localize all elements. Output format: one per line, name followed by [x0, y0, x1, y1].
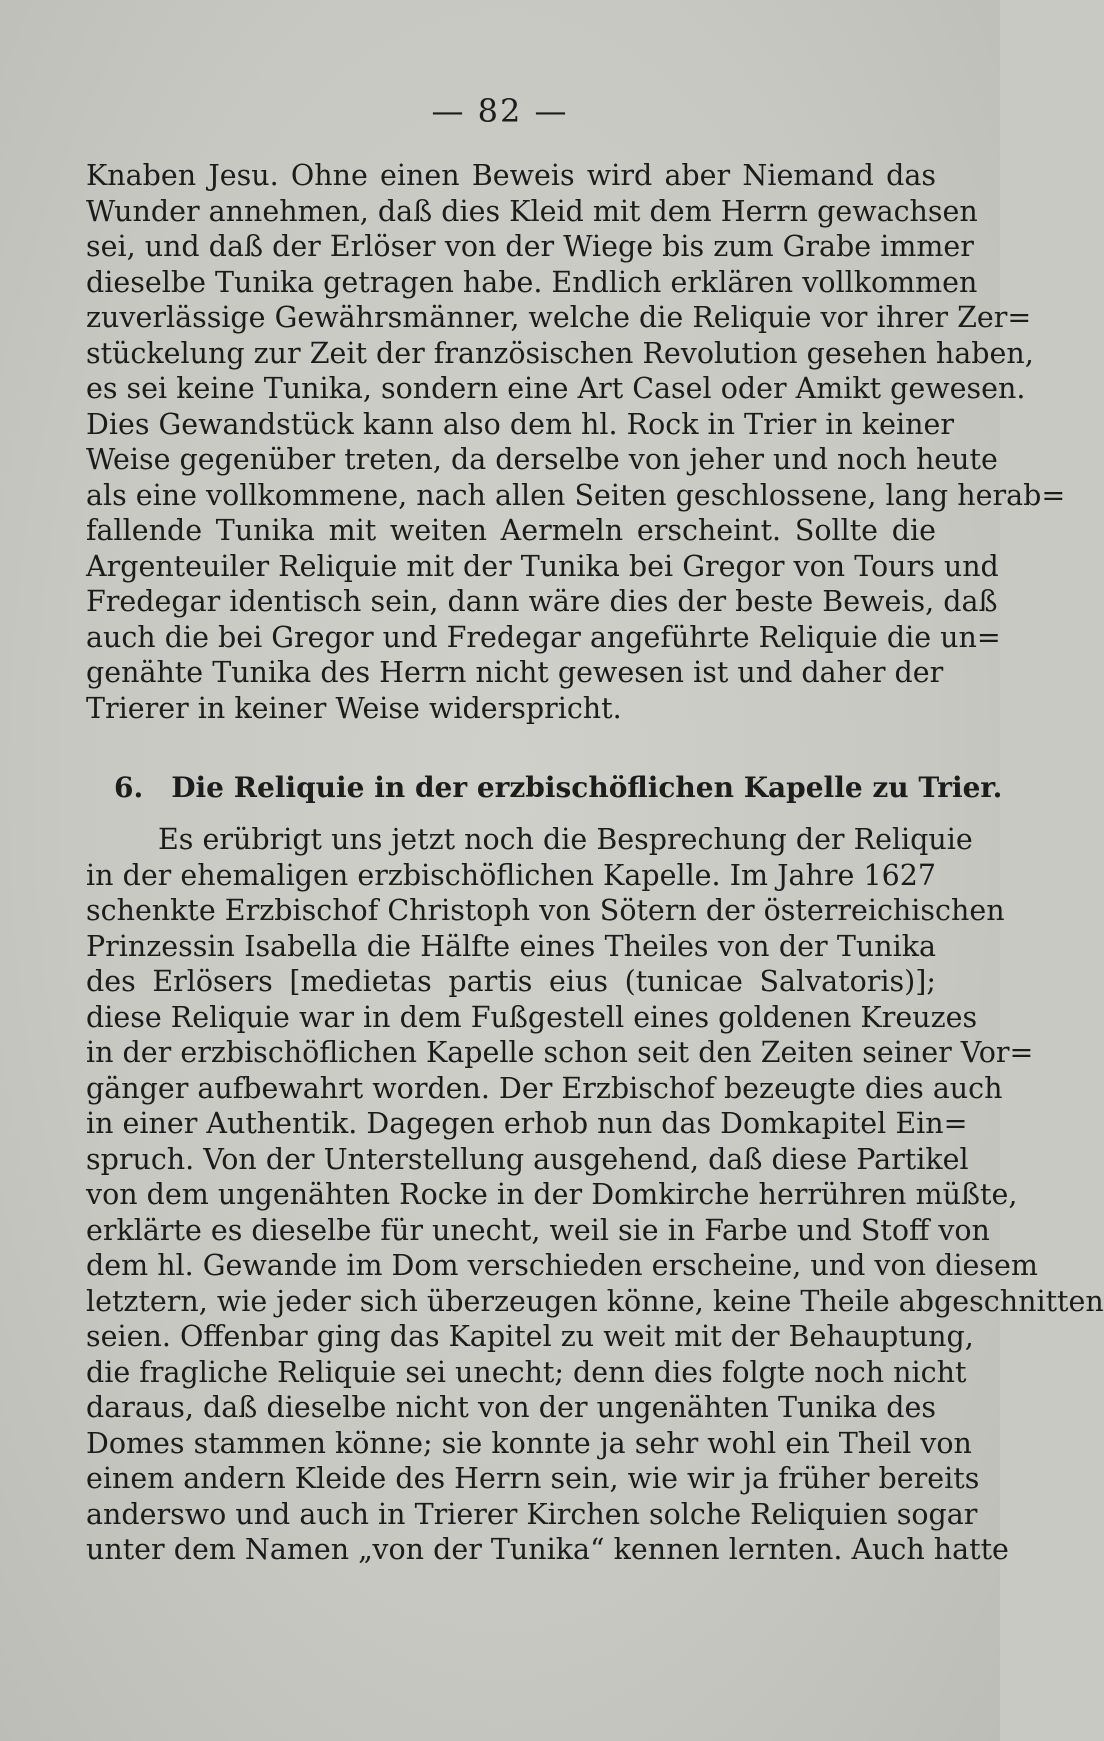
text-line: zuverlässige Gewährsmänner, welche die Reliquie vor ihrer Zer=	[86, 301, 1032, 334]
text-line: es sei keine Tunika, sondern eine Art Casel oder Amikt gewesen.	[86, 372, 1026, 405]
text-line: fallende Tunika mit weiten Aermeln erscheint. Sollte die	[86, 514, 936, 547]
text-line: in der ehemaligen erzbischöflichen Kapelle. Im Jahre 1627	[86, 858, 936, 892]
text-line: diese Reliquie war in dem Fußgestell eines goldenen Kreuzes	[86, 1000, 978, 1034]
text-line: Knaben Jesu. Ohne einen Beweis wird aber Niemand das	[86, 159, 936, 192]
text-line: spruch. Von der Unterstellung ausgehend, daß diese Partikel	[86, 1142, 969, 1176]
text-line: Weise gegenüber treten, da derselbe von jeher und noch heute	[86, 443, 998, 476]
text-line: einem andern Kleide des Herrn sein, wie wir ja früher bereits	[86, 1462, 980, 1495]
text-line: in einer Authentik. Dagegen erhob nun das Domkapitel Ein=	[86, 1107, 968, 1140]
section-heading	[86, 768, 1003, 808]
text-line: des Erlösers [medietas partis eius (tunicae Salvatoris)];	[86, 965, 936, 998]
text-line: erklärte es dieselbe für unecht, weil sie in Farbe und Stoff von	[86, 1213, 990, 1247]
text-line: Domes stammen könne; sie konnte ja sehr wohl ein Theil von	[86, 1426, 972, 1460]
text-line: Argenteuiler Reliquie mit der Tunika bei Gregor von Tours und	[86, 549, 999, 583]
section-number: 6.	[114, 771, 144, 804]
text-line: als eine vollkommene, nach allen Seiten geschlossene, lang herab=	[86, 478, 1066, 512]
text-line: in der erzbischöflichen Kapelle schon seit den Zeiten seiner Vor=	[86, 1036, 1034, 1069]
text-line: Es erübrigt uns jetzt noch die Besprechung der Reliquie	[158, 823, 973, 856]
text-line: dieselbe Tunika getragen habe. Endlich erklären vollkommen	[86, 265, 978, 299]
text-line: Wunder annehmen, daß dies Kleid mit dem Herrn gewachsen	[86, 194, 978, 228]
text-line: auch die bei Gregor und Fredegar angeführte Reliquie die un=	[86, 620, 1001, 654]
text-line: daraus, daß dieselbe nicht von der ungenähten Tunika des	[86, 1391, 936, 1424]
text-line: die fragliche Reliquie sei unecht; denn dies folgte noch nicht	[86, 1355, 967, 1389]
text-line: unter dem Namen „von der Tunika“ kennen lernten. Auch hatte	[86, 1533, 1009, 1566]
text-line: anderswo und auch in Trierer Kirchen solche Reliquien sogar	[86, 1497, 978, 1531]
paragraph-2	[86, 822, 1104, 1568]
text-line: schenkte Erzbischof Christoph von Sötern der österreichischen	[86, 894, 1005, 927]
text-line: Prinzessin Isabella die Hälfte eines Theiles von der Tunika	[86, 929, 936, 963]
text-line: dem hl. Gewande im Dom verschieden erscheine, und von diesem	[86, 1249, 1038, 1282]
page-body	[86, 158, 1104, 1568]
text-line: Dies Gewandstück kann also dem hl. Rock in Trier in keiner	[86, 407, 954, 441]
text-line: gänger aufbewahrt worden. Der Erzbischof bezeugte dies auch	[86, 1071, 1003, 1105]
paragraph-1	[86, 158, 1066, 726]
text-line: Fredegar identisch sein, dann wäre dies der beste Beweis, daß	[86, 585, 998, 618]
text-line: letztern, wie jeder sich überzeugen könne, keine Theile abgeschnitten	[86, 1284, 1104, 1318]
text-line: stückelung zur Zeit der französischen Revolution gesehen haben,	[86, 336, 1034, 370]
text-line: sei, und daß der Erlöser von der Wiege bis zum Grabe immer	[86, 230, 974, 263]
section-title: Die Reliquie in der erzbischöflichen Kapelle zu Trier.	[171, 771, 1003, 804]
text-line: von dem ungenähten Rocke in der Domkirche herrühren müßte,	[86, 1178, 1018, 1211]
text-line: genähte Tunika des Herrn nicht gewesen ist und daher der	[86, 656, 944, 689]
text-line: seien. Offenbar ging das Kapitel zu weit mit der Behauptung,	[86, 1320, 974, 1353]
page-number: — 82 —	[431, 92, 569, 130]
text-line: Trierer in keiner Weise widerspricht.	[86, 691, 622, 725]
